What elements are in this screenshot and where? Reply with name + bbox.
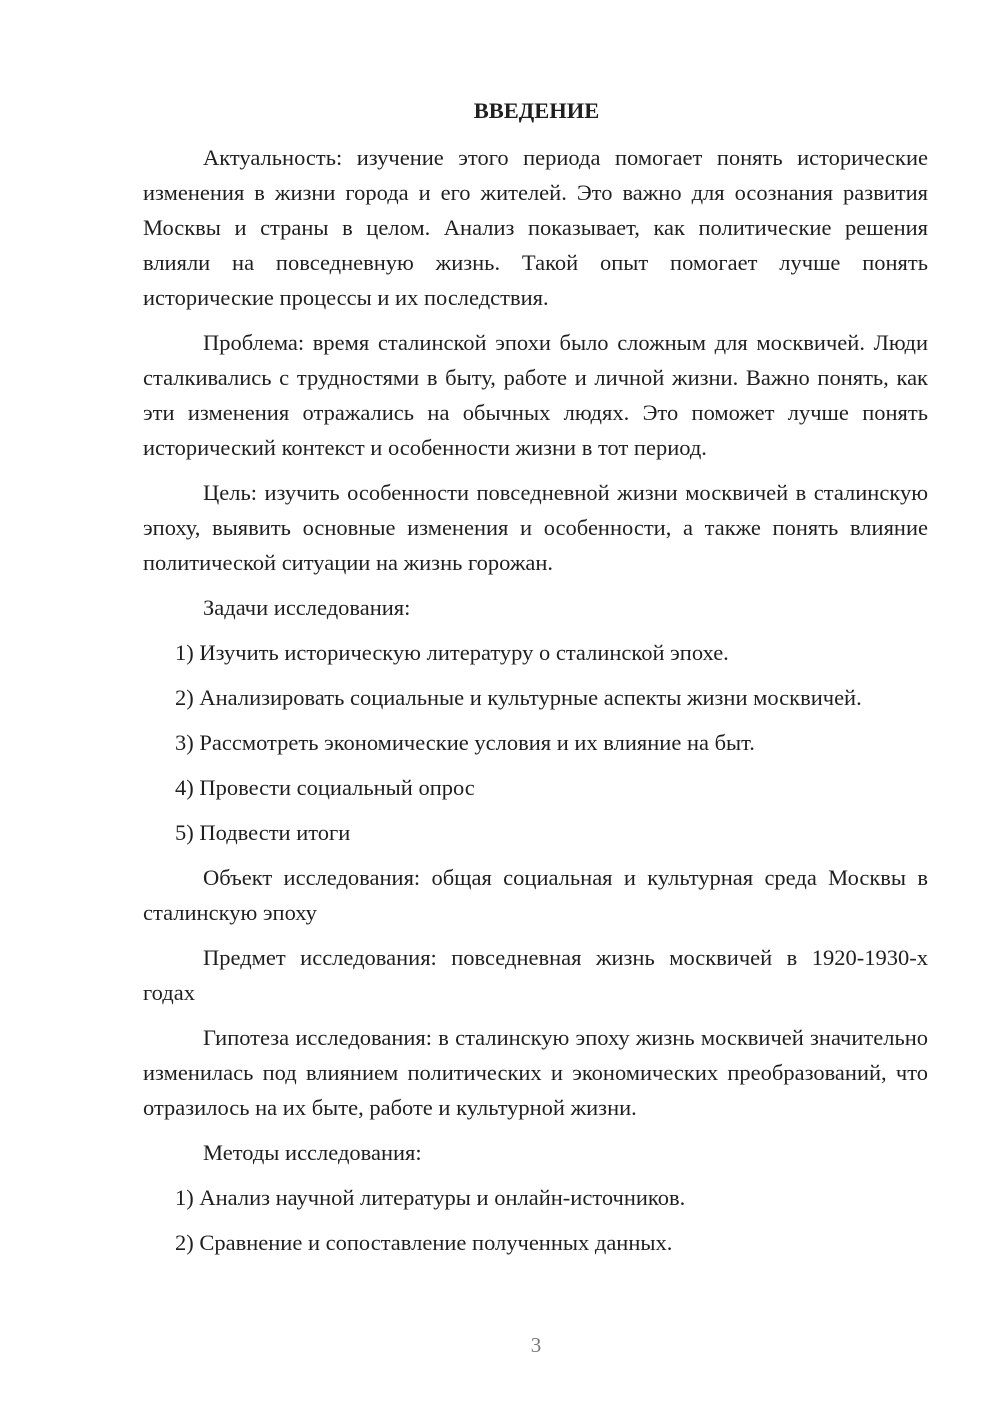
subject-paragraph: Предмет исследования: повседневная жизнь москвичей в 1920-1930-х годах	[143, 945, 928, 1005]
task-item-2: 2) Анализировать социальные и культурные аспекты жизни москвичей.	[175, 685, 862, 710]
task-item-3: 3) Рассмотреть экономические условия и их влияние на быт.	[175, 730, 755, 755]
tasks-heading: Задачи исследования:	[203, 595, 411, 620]
section-heading: ВВЕДЕНИЕ	[473, 98, 600, 123]
methods-heading: Методы исследования:	[203, 1140, 422, 1165]
task-item-1: 1) Изучить историческую литературу о сталинской эпохе.	[175, 640, 729, 665]
method-item-1: 1) Анализ научной литературы и онлайн-источников.	[175, 1185, 686, 1210]
task-item-5: 5) Подвести итоги	[175, 820, 351, 845]
page-number: 3	[530, 1333, 542, 1357]
hypothesis-paragraph: Гипотеза исследования: в сталинскую эпоху жизнь москвичей значительно изменилась под влиянием политических и экономических преобразований, что отразилось на их быте, работе и культурной жизни.	[143, 1025, 928, 1120]
page-content	[143, 96, 928, 1270]
method-item-2: 2) Сравнение и сопоставление полученных данных.	[175, 1230, 673, 1255]
task-item-4: 4) Провести социальный опрос	[175, 775, 475, 800]
problem-paragraph: Проблема: время сталинской эпохи было сложным для москвичей. Люди сталкивались с трудностями в быту, работе и личной жизни. Важно понять, как эти изменения отражались на обычных людях. Это поможет лучше понять исторический контекст и особенности жизни в тот период.	[143, 330, 928, 460]
goal-paragraph: Цель: изучить особенности повседневной жизни москвичей в сталинскую эпоху, выявить основные изменения и особенности, а также понять влияние политической ситуации на жизнь горожан.	[143, 480, 928, 575]
object-paragraph: Объект исследования: общая социальная и культурная среда Москвы в сталинскую эпоху	[143, 865, 928, 925]
relevance-paragraph: Актуальность: изучение этого периода помогает понять исторические изменения в жизни города и его жителей. Это важно для осознания развития Москвы и страны в целом. Анализ показывает, как политические решения влияли на повседневную жизнь. Такой опыт помогает лучше понять исторические процессы и их последствия.	[143, 145, 928, 310]
